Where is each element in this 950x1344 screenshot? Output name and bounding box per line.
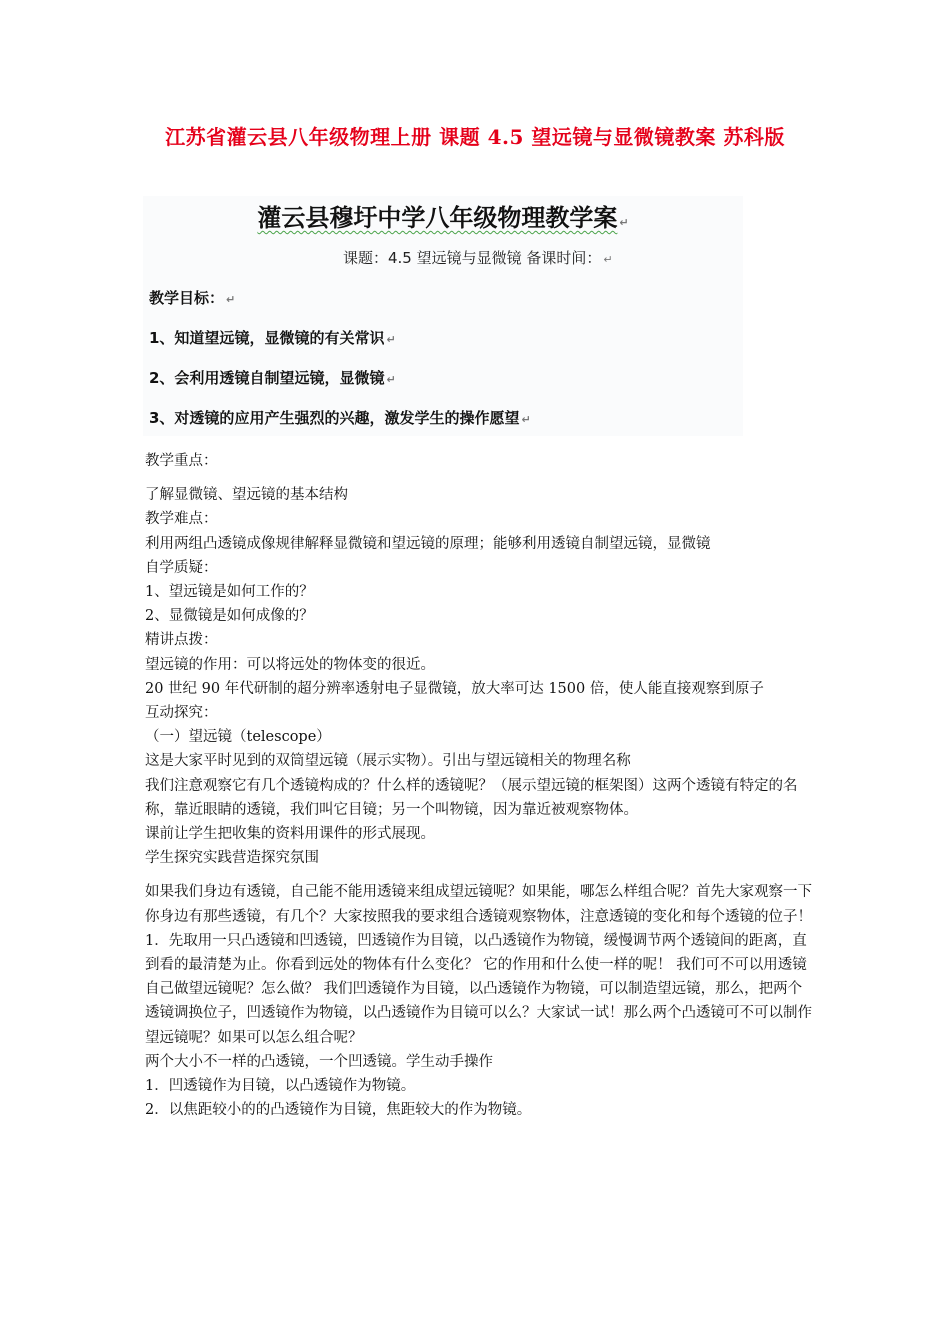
paragraph: 学生探究实践营造探究氛围: [145, 850, 319, 867]
return-mark-icon: ↵: [386, 333, 396, 346]
paragraph: 望远镜的作用：可以将远处的物体变的很近。: [145, 656, 435, 673]
paragraph: 课前让学生把收集的资料用课件的形式展现。: [145, 826, 435, 843]
return-mark-icon: ↵: [386, 373, 396, 386]
return-mark-icon: ↵: [603, 253, 613, 266]
return-mark-icon: ↵: [521, 413, 531, 426]
list-item: 1．凹透镜作为目镜，以凸透镜作为物镜。: [145, 1078, 416, 1095]
section-heading-self-study: 自学质疑：: [145, 559, 218, 576]
school-lesson-plan-title: 灌云县穆圩中学八年级物理教学案 ↵: [257, 204, 629, 232]
paragraph: 20 世纪 90 年代研制的超分辨率透射电子显微镜，放大率可达 1500 倍，使人能直接观察到原子: [145, 680, 764, 697]
section-heading-explanation: 精讲点拨：: [145, 632, 218, 649]
subsection-heading-telescope: （一）望远镜（telescope）: [145, 729, 331, 746]
paragraph: 我们注意观察它有几个透镜构成的？什么样的透镜呢？（展示望远镜的框架图）这两个透镜有特定的名称，靠近眼睛的透镜，我们叫它目镜；另一个叫物镜，因为靠近被观察物体。: [145, 777, 798, 818]
section-heading-key-points: 教学重点：: [145, 453, 218, 469]
paragraph: 利用两组凸透镜成像规律解释显微镜和望远镜的原理；能够利用透镜自制望远镜，显微镜: [145, 535, 711, 552]
return-mark-icon: ↵: [226, 293, 236, 306]
paragraph: 了解显微镜、望远镜的基本结构: [145, 487, 348, 504]
list-item: 2、显微镜是如何成像的？: [145, 608, 314, 625]
lesson-body: [145, 449, 813, 1122]
paragraph: 如果我们身边有透镜，自己能不能用透镜来组成望远镜呢？如果能，哪怎么样组合呢？首先大家观察一下你身边有那些透镜，有几个？大家按照我的要求组合透镜观察物体，注意透镜的变化和每个透镜的位子！: [145, 884, 812, 925]
return-mark-icon: ↵: [619, 216, 629, 229]
teaching-goal-item: 2、会利用透镜自制望远镜，显微镜 ↵: [149, 369, 396, 387]
lesson-topic-line: 课题：4.5 望远镜与显微镜 备课时间： ↵: [343, 249, 613, 267]
paragraph: 这是大家平时见到的双筒望远镜（展示实物）。引出与望远镜相关的物理名称: [145, 753, 631, 770]
document-title: 江苏省灌云县八年级物理上册 课题 4.5 望远镜与显微镜教案 苏科版: [165, 125, 785, 149]
paragraph: 两个大小不一样的凸透镜，一个凹透镜。学生动手操作: [145, 1053, 493, 1070]
list-item: 1、望远镜是如何工作的？: [145, 584, 314, 601]
paragraph: 1．先取用一只凸透镜和凹透镜，凹透镜作为目镜，以凸透镜作为物镜，缓慢调节两个透镜间的距离，直到看的最清楚为止。你看到远处的物体有什么变化？ 它的作用和什么使一样的呢！ 我们可不可以用透镜自己做望远镜呢？怎么做？ 我们凹透镜作为目镜，以凸透镜作为物镜，可以制造望远镜，那么，把两个透镜调换位子，凹透镜作为物镜，以凸透镜作为目镜可以么？大家试一试！那么两个凸透镜可不可以制作望远镜呢？如果可以怎么组合呢？: [145, 932, 812, 1046]
list-item: 2．以焦距较小的的凸透镜作为目镜，焦距较大的作为物镜。: [145, 1102, 532, 1119]
section-heading-difficulties: 教学难点：: [145, 511, 218, 528]
teaching-goal-item: 1、知道望远镜，显微镜的有关常识 ↵: [149, 329, 396, 347]
teaching-goal-item: 3、对透镜的应用产生强烈的兴趣，激发学生的操作愿望 ↵: [149, 409, 531, 427]
scanned-lesson-header-image: [143, 196, 743, 436]
teaching-goals-label: 教学目标： ↵: [149, 289, 236, 307]
section-heading-interactive: 互动探究：: [145, 705, 218, 722]
